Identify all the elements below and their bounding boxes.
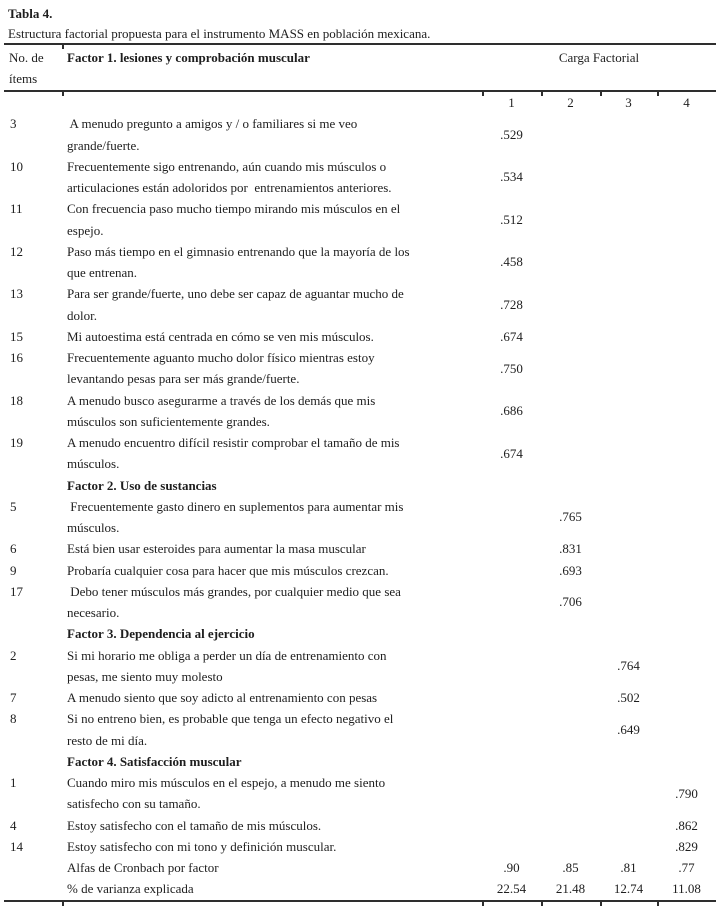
column-tick: [600, 92, 602, 96]
statement-line: pesas, me siento muy molesto: [67, 668, 223, 684]
table-row-summary: [4, 878, 728, 899]
statement-line: Está bien usar esteroides para aumentar la masa muscular: [67, 541, 366, 557]
loading-cell-3: .81: [620, 860, 637, 875]
statement-line: Probaría cualquier cosa para hacer que mis músculos crezcan.: [67, 562, 389, 578]
statement-line: Cuando miro mis músculos en el espejo, a menudo me siento: [67, 775, 386, 790]
loading-cell-4: .829: [675, 838, 698, 854]
column-tick: [62, 92, 64, 96]
item-number-cell: 17: [10, 583, 23, 599]
statement-cell: [62, 241, 482, 284]
loading-cell-1: .90: [503, 860, 520, 875]
table-title: Tabla 4.: [8, 6, 53, 21]
item-number-cell: 7: [10, 690, 17, 705]
statement-line: satisfecho con su tamaño.: [67, 796, 201, 812]
statement-cell: [62, 560, 482, 581]
statement-cell: [62, 645, 482, 688]
table-row-item: [4, 241, 728, 284]
loading-cell-2: .831: [559, 541, 582, 557]
loading-col-2-label: 2: [567, 95, 574, 110]
loading-cell-3: .764: [617, 658, 640, 674]
statement-cell: [62, 432, 482, 475]
table-row-item: [4, 113, 728, 156]
statement-cell: [62, 496, 482, 539]
table-row-item: [4, 156, 728, 199]
statement-cell: [62, 390, 482, 433]
statement-cell: [62, 772, 482, 815]
loading-cell-4: .77: [678, 860, 695, 875]
statement-line: dolor.: [67, 307, 97, 323]
table-top-rule: [4, 43, 716, 45]
loading-subcolumns-row: [4, 92, 728, 113]
statement-line: músculos.: [67, 456, 120, 472]
statement-line: A menudo siento que soy adicto al entrenamiento con pesas: [67, 690, 378, 705]
statement-line: espejo.: [67, 222, 104, 238]
loading-cell-2: .706: [559, 594, 582, 610]
items-column-header-line1: No. de: [9, 50, 44, 65]
statement-line: grande/fuerte.: [67, 137, 140, 153]
factor1-column-header: Factor 1. lesiones y comprobación muscular: [67, 50, 310, 65]
item-number-cell: 2: [10, 647, 17, 663]
statement-line: Frecuentemente aguanto mucho dolor físico mientras estoy: [67, 350, 375, 365]
item-number-cell: 11: [10, 201, 23, 217]
statement-line: Estoy satisfecho con mi tono y definición muscular.: [67, 838, 337, 854]
loading-cell-2: .765: [559, 509, 582, 525]
table-body: [0, 113, 728, 899]
item-number-cell: 15: [10, 328, 23, 344]
column-tick: [482, 902, 484, 906]
table-row-item: [4, 687, 728, 708]
item-number-cell: 4: [10, 817, 17, 833]
table-row-item: [4, 538, 728, 559]
item-number-cell: 19: [10, 435, 23, 450]
loading-cell-2: 21.48: [555, 881, 586, 897]
loading-cell-1: .686: [500, 403, 523, 419]
loading-cell-4: 11.08: [672, 881, 701, 897]
statement-line: músculos son suficientemente grandes.: [67, 413, 270, 429]
table-row-summary: [4, 857, 728, 878]
loading-cell-3: .502: [617, 690, 640, 705]
table-row-item: [4, 581, 728, 624]
statement-line: Si no entreno bien, es probable que tenga un efecto negativo el: [67, 711, 394, 727]
table-row-item: [4, 390, 728, 433]
items-column-header-line2: ítems: [9, 71, 38, 86]
loading-cell-4: .790: [675, 785, 698, 801]
loading-cell-1: .529: [500, 126, 523, 142]
loading-cell-3: 12.74: [613, 881, 644, 897]
item-number-cell: 16: [10, 350, 23, 365]
items-column-header: [4, 47, 62, 90]
table-row-item: [4, 283, 728, 326]
column-tick: [657, 92, 659, 96]
statement-cell: [62, 326, 482, 347]
statement-cell: [62, 198, 482, 241]
table-header-row: [4, 45, 728, 90]
loading-cell-2: .693: [559, 562, 582, 578]
statement-line: Paso más tiempo en el gimnasio entrenando que la mayoría de los: [67, 243, 410, 259]
column-tick: [541, 92, 543, 96]
table-row-item: [4, 708, 728, 751]
statement-cell: [62, 113, 482, 156]
table-row-item: [4, 645, 728, 688]
table-row-item: [4, 836, 728, 857]
statement-line: necesario.: [67, 605, 120, 620]
table-row-section: [4, 623, 728, 644]
statement-line: A menudo pregunto a amigos y / o familiares si me veo: [67, 116, 358, 132]
statement-line: A menudo busco asegurarme a través de los demás que mis: [67, 392, 376, 408]
loading-cell-3: .649: [617, 721, 640, 737]
section-label: Factor 3. Dependencia al ejercicio: [67, 626, 255, 642]
statement-line: Mi autoestima está centrada en cómo se ven mis músculos.: [67, 328, 374, 344]
statement-cell: [62, 283, 482, 326]
table-row-item: [4, 347, 728, 390]
statement-line: Debo tener músculos más grandes, por cualquier medio que sea: [67, 583, 401, 599]
table-row-item: [4, 560, 728, 581]
table-row-item: [4, 772, 728, 815]
item-number-cell: 5: [10, 498, 17, 514]
loading-cell-1: .458: [500, 254, 523, 270]
loading-cell-1: .512: [500, 211, 523, 227]
statement-line: levantando pesas para ser más grande/fuerte.: [67, 371, 300, 387]
statement-line: músculos.: [67, 520, 120, 535]
statement-cell: [62, 156, 482, 199]
statement-cell: [62, 538, 482, 559]
statement-line: A menudo encuentro difícil resistir comprobar el tamaño de mis: [67, 435, 400, 450]
statement-cell: [62, 687, 482, 708]
column-tick: [62, 902, 64, 906]
loading-cell-2: .85: [562, 860, 579, 875]
table-row-section: [4, 751, 728, 772]
loading-cell-4: .862: [675, 817, 698, 833]
column-tick: [541, 902, 543, 906]
item-number-cell: 3: [10, 116, 17, 132]
summary-label: % de varianza explicada: [67, 881, 194, 897]
item-number-cell: 18: [10, 392, 23, 408]
statement-line: Si mi horario me obliga a perder un día de entrenamiento con: [67, 647, 387, 663]
statement-line: articulaciones están adoloridos por entrenamientos anteriores.: [67, 180, 392, 195]
statement-line: Estoy satisfecho con el tamaño de mis músculos.: [67, 817, 322, 833]
item-number-cell: 1: [10, 775, 17, 790]
table-row-item: [4, 198, 728, 241]
statement-cell: [62, 581, 482, 624]
item-number-cell: 13: [10, 286, 23, 302]
statement-cell: [62, 347, 482, 390]
table-row-item: [4, 815, 728, 836]
table-row-section: [4, 475, 728, 496]
item-number-cell: 10: [10, 158, 23, 174]
table-row-item: [4, 496, 728, 539]
item-number-cell: 9: [10, 562, 17, 578]
column-tick: [600, 902, 602, 906]
column-tick: [482, 92, 484, 96]
statement-cell: [62, 836, 482, 857]
statement-cell: [62, 815, 482, 836]
statement-line: que entrenan.: [67, 265, 138, 280]
loading-cell-1: .674: [500, 445, 523, 461]
item-number-cell: 14: [10, 838, 23, 854]
section-label: Factor 2. Uso de sustancias: [67, 477, 217, 493]
statement-line: resto de mi día.: [67, 732, 148, 748]
table-subtitle: Estructura factorial propuesta para el instrumento MASS en población mexicana.: [8, 26, 431, 41]
column-tick: [657, 902, 659, 906]
loading-cell-1: .674: [500, 328, 523, 344]
item-number-cell: 12: [10, 243, 23, 259]
statement-line: Frecuentemente sigo entrenando, aún cuando mis músculos o: [67, 158, 387, 174]
table-bottom-rule: [4, 900, 716, 902]
loading-cell-1: 22.54: [496, 881, 527, 897]
statement-line: Con frecuencia paso mucho tiempo mirando mis músculos en el: [67, 201, 401, 217]
loading-cell-1: .728: [500, 296, 523, 312]
column-tick: [62, 45, 64, 49]
item-number-cell: 6: [10, 541, 17, 557]
header-bottom-rule: [4, 90, 716, 92]
loading-col-4-label: 4: [683, 95, 690, 110]
statement-line: Frecuentemente gasto dinero en suplementos para aumentar mis: [67, 498, 404, 514]
summary-label: Alfas de Cronbach por factor: [67, 860, 219, 875]
loading-col-3-label: 3: [625, 95, 632, 110]
section-label: Factor 4. Satisfacción muscular: [67, 753, 242, 769]
loadings-column-header: Carga Factorial: [558, 50, 640, 65]
table-row-item: [4, 326, 728, 347]
loading-cell-1: .534: [500, 169, 523, 185]
loading-col-1-label: 1: [508, 95, 515, 110]
table-row-item: [4, 432, 728, 475]
statement-line: Para ser grande/fuerte, uno debe ser capaz de aguantar mucho de: [67, 286, 404, 302]
statement-cell: [62, 708, 482, 751]
loading-cell-1: .750: [500, 360, 523, 376]
item-number-cell: 8: [10, 711, 17, 727]
